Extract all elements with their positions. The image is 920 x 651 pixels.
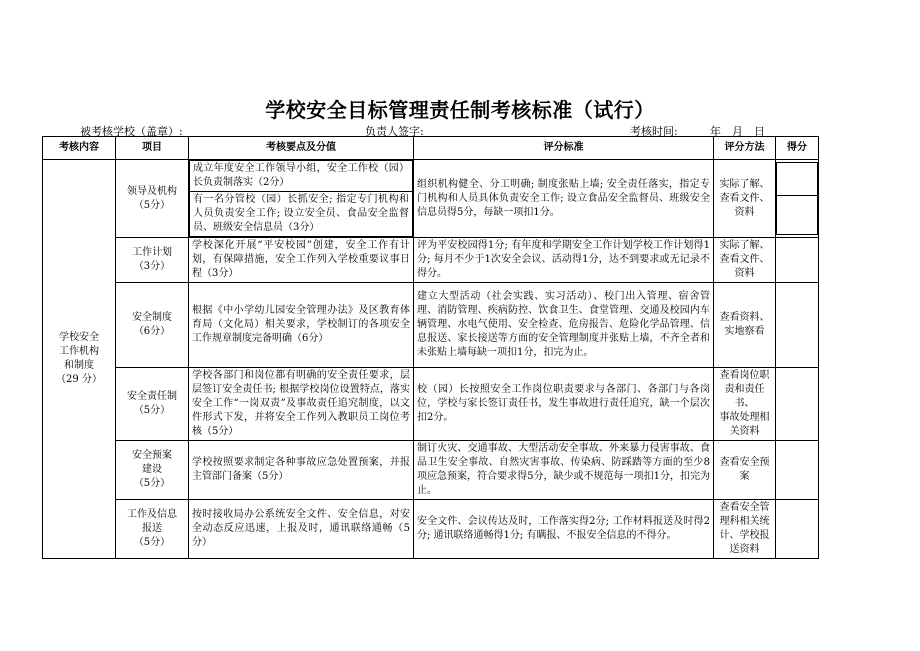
points-cell [189, 160, 414, 238]
method-cell: 查看安全预 案 [714, 441, 776, 500]
header-project: 项目 [116, 137, 189, 160]
table-row [43, 160, 819, 238]
header-points: 考核要点及分值 [189, 137, 414, 160]
points-cell: 学校深化开展“平安校园”创建，安全工作有计划，有保障措施，安全工作列入学校重要议事日程（3分） [189, 238, 414, 283]
header-method: 评分方法 [714, 137, 776, 160]
method-cell: 实际了解、 查看文件、 资料 [714, 238, 776, 283]
date-field-label: 年 月 日 [710, 125, 765, 138]
score-cell[interactable] [776, 368, 819, 441]
method-cell: 查看岗位职 责和责任书、 事故处理相 关资料 [714, 368, 776, 441]
signature-field-label: 负责人签字: [365, 125, 424, 138]
points-cell: 按时接收局办公系统安全文件、安全信息，对安全动态反应迅速，上报及时，通讯联络通畅（5分） [189, 500, 414, 559]
score-cell[interactable] [776, 160, 819, 238]
table-row [43, 441, 819, 500]
criteria-cell: 安全文件、会议传达及时，工作落实得2分; 工作材料报送及时得2分; 通讯联络通畅得1分; 有瞒报、不报安全信息的不得分。 [414, 500, 714, 559]
school-field-label: 被考核学校（盖章）: [80, 125, 183, 138]
category-cell: 学校安全 工作机构 和制度 （29 分） [43, 160, 116, 559]
score-cell[interactable] [776, 500, 819, 559]
point-item: 成立年度安全工作领导小组，安全工作校（园）长负责制落实（2分） [190, 161, 413, 192]
criteria-cell: 校（园）长按照安全工作岗位职责要求与各部门、各部门与各岗位，学校与家长签订责任书，发生事故进行责任追究，缺一个层次扣2分。 [414, 368, 714, 441]
score-cell[interactable] [776, 238, 819, 283]
points-cell: 根据《中小学幼儿园安全管理办法》及区教育体育局（文化局）相关要求，学校制订的各项安全工作规章制度完备明确（6分） [189, 283, 414, 368]
criteria-cell: 评为平安校园得1分; 有年度和学期安全工作计划学校工作计划得1分; 每月不少于1次安全会议、活动得1分，达不到要求或无记录不得分。 [414, 238, 714, 283]
table-row [43, 368, 819, 441]
header-criteria: 评分标准 [414, 137, 714, 160]
method-cell: 查看资料、 实地察看 [714, 283, 776, 368]
method-cell: 实际了解、 查看文件、 资料 [714, 160, 776, 238]
project-cell: 领导及机构 （5分） [116, 160, 189, 238]
project-cell: 工作及信息 报送 （5分） [116, 500, 189, 559]
criteria-cell: 组织机构健全、分工明确; 制度张贴上墙; 安全责任落实，指定专门机构和人员具体负责安全工作; 设立食品安全监督员、班级安全信息员得5分，每缺一项扣1分。 [414, 160, 714, 238]
table-row [43, 238, 819, 283]
score-cell[interactable] [776, 283, 819, 368]
table-header-row [43, 137, 819, 160]
points-cell: 学校按照要求制定各种事故应急处置预案，并报主管部门备案（5分） [189, 441, 414, 500]
score-cell[interactable] [776, 441, 819, 500]
project-cell: 工作计划 （3分） [116, 238, 189, 283]
points-cell: 学校各部门和岗位都有明确的安全责任要求，层层签订安全责任书; 根据学校岗位设置特点，落实安全工作“一岗双责”及事故责任追究制度，以文件形式下发，并将安全工作列入教职员工岗位考核（5分） [189, 368, 414, 441]
criteria-cell: 制订火灾、交通事故、大型活动安全事故、外来暴力侵害事故、食品卫生安全事故、自然灾害事故、传染病、防踩踏等方面的至少8项应急预案，符合要求得5分，缺少或不规范每一项扣1分，扣完为止。 [414, 441, 714, 500]
method-cell: 查看安全管 理科相关统 计、学校报 送资料 [714, 500, 776, 559]
assessment-table [42, 136, 819, 559]
criteria-cell: 建立大型活动（社会实践、实习活动）、校门出入管理、宿舍管理、消防管理、疾病防控、饮食卫生、食堂管理、交通及校园内车辆管理、水电气使用、安全检查、危房报告、危险化学品管理、信息报送、家长接送等方面的安全管理制度并张贴上墙，不齐全者和未张贴上墙每缺一项扣1分，扣完为止。 [414, 283, 714, 368]
point-item: 有一名分管校（园）长抓安全; 指定专门机构和人员负责安全工作; 设立安全员、食品安全监督员、班级安全信息员（3分） [190, 192, 413, 237]
header-score: 得分 [776, 137, 819, 160]
table-row [43, 283, 819, 368]
table-row [43, 500, 819, 559]
header-content: 考核内容 [43, 137, 116, 160]
project-cell: 安全制度 （6分） [116, 283, 189, 368]
page-title: 学校安全目标管理责任制考核标准（试行） [265, 98, 655, 122]
project-cell: 安全预案 建设 （5分） [116, 441, 189, 500]
project-cell: 安全责任制 （5分） [116, 368, 189, 441]
time-field-label: 考核时间: [630, 125, 678, 138]
